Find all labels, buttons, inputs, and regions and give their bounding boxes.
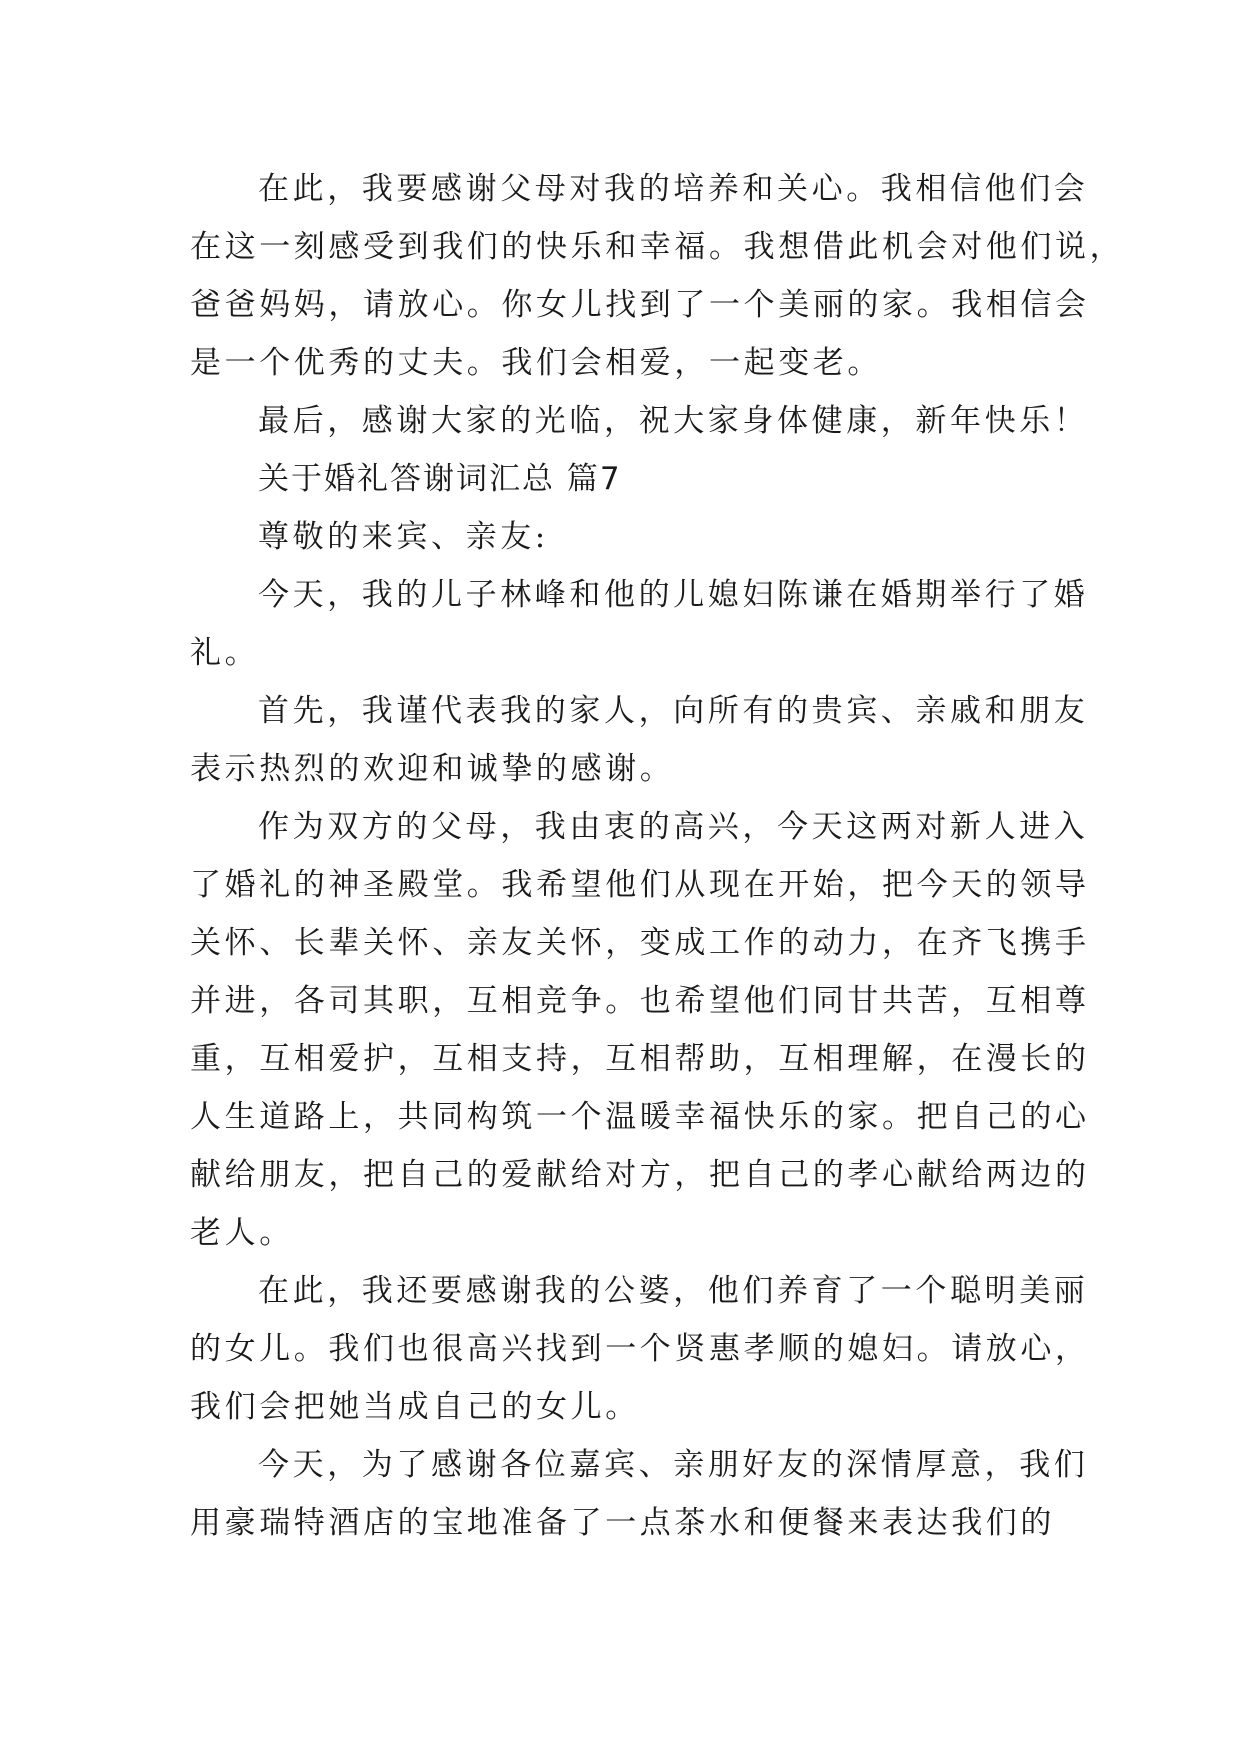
text-line: 今天，我的儿子林峰和他的儿媳妇陈谦在婚期举行了婚 <box>258 577 1089 613</box>
text-line: 首先，我谨代表我的家人，向所有的贵宾、亲戚和朋友 <box>258 693 1089 729</box>
text-line: 最后，感谢大家的光临，祝大家身体健康，新年快乐！ <box>258 403 1089 439</box>
text-line: 我们会把她当成自己的女儿。 <box>190 1389 640 1425</box>
text-line: 的女儿。我们也很高兴找到一个贤惠孝顺的媳妇。请放心， <box>190 1331 1090 1367</box>
section-heading: 关于婚礼答谢词汇总 篇7 <box>258 461 622 497</box>
text-line: 爸爸妈妈，请放心。你女儿找到了一个美丽的家。我相信会 <box>190 287 1090 323</box>
text-line: 了婚礼的神圣殿堂。我希望他们从现在开始，把今天的领导 <box>190 867 1090 903</box>
text-line: 用豪瑞特酒店的宝地准备了一点茶水和便餐来表达我们的 <box>190 1505 1055 1541</box>
text-line: 在这一刻感受到我们的快乐和幸福。我想借此机会对他们说， <box>190 229 1125 265</box>
text-line: 礼。 <box>190 635 260 671</box>
text-line: 在此，我还要感谢我的公婆，他们养育了一个聪明美丽 <box>258 1273 1089 1309</box>
text-line: 今天，为了感谢各位嘉宾、亲朋好友的深情厚意，我们 <box>258 1447 1089 1483</box>
text-line: 老人。 <box>190 1215 294 1251</box>
text-line: 是一个优秀的丈夫。我们会相爱，一起变老。 <box>190 345 882 381</box>
text-line: 作为双方的父母，我由衷的高兴，今天这两对新人进入 <box>258 809 1089 845</box>
text-line: 重，互相爱护，互相支持，互相帮助，互相理解，在漫长的 <box>190 1041 1090 1077</box>
text-line: 人生道路上，共同构筑一个温暖幸福快乐的家。把自己的心 <box>190 1099 1090 1135</box>
text-line: 并进，各司其职，互相竞争。也希望他们同甘共苦，互相尊 <box>190 983 1090 1019</box>
text-line: 关怀、长辈关怀、亲友关怀，变成工作的动力，在齐飞携手 <box>190 925 1090 961</box>
text-line: 表示热烈的欢迎和诚挚的感谢。 <box>190 751 675 787</box>
text-line: 在此，我要感谢父母对我的培养和关心。我相信他们会 <box>258 171 1089 207</box>
document-body <box>190 160 1125 1552</box>
salutation: 尊敬的来宾、亲友: <box>258 519 549 555</box>
text-line: 献给朋友，把自己的爱献给对方，把自己的孝心献给两边的 <box>190 1157 1090 1193</box>
